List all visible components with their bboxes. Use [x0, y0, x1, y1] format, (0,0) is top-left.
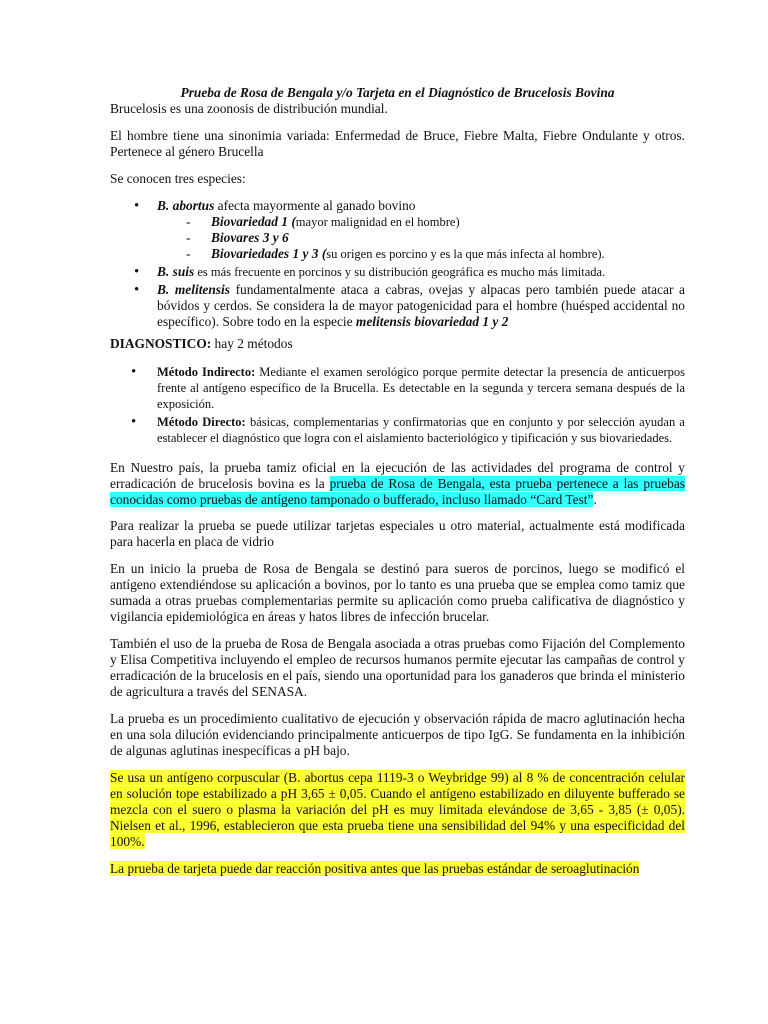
antigeno-paragraph — [110, 770, 685, 850]
tarjeta-paragraph — [110, 861, 685, 877]
biovar-item: - Biovariedades 1 y 3 (su origen es porcino y es la que más infecta al hombre). — [186, 246, 685, 262]
biovar-item: - Biovariedad 1 (mayor malignidad en el hombre) — [186, 214, 685, 230]
highlight-cyan: prueba de Rosa de Bengala, esta prueba pertenece a las pruebas conocidas como pruebas de antígeno tamponado o bufferado, incluso llamado “Card Test” — [110, 476, 686, 507]
species-melitensis: • B. melitensis fundamentalmente ataca a cabras, ovejas y alpacas pero también puede atacar a bóvidos y cerdos. Se considera la de mayor patogenicidad para el hombre (huésped accidental no específico). Sobre todo en la especie melitensis biovariedad 1 y 2 — [110, 282, 685, 330]
species-list — [110, 198, 685, 330]
diagnostico-heading: DIAGNOSTICO: hay 2 métodos — [110, 336, 293, 351]
metodos-list — [110, 364, 685, 446]
realizar-paragraph: Para realizar la prueba se puede utilizar tarjetas especiales u otro material, actualmente está modificada para hacerla en placa de vidrio — [110, 518, 685, 549]
species-text: afecta mayormente al ganado bovino — [214, 198, 416, 213]
sinonimia-paragraph: El hombre tiene una sinonimia variada: Enfermedad de Bruce, Fiebre Malta, Fiebre Ondulante y otros. Pertenece al género Brucella — [110, 128, 685, 159]
tambien-paragraph: También el uso de la prueba de Rosa de Bengala asociada a otras pruebas como Fijación del Complemento y Elisa Competitiva incluyendo el empleo de recursos humanos permite ejecutar las campañas de control y erradicación de la brucelosis en el país, siendo una oportunidad para los ganaderos que brinda el ministerio de agricultura a través del SENASA. — [110, 636, 685, 699]
species-abortus — [110, 198, 685, 262]
metodo-directo: • Método Directo: básicas, complementarias y confirmatorias que en conjunto y por selección ayudan a establecer el diagnóstico que logra con el aislamiento bacteriológico y tipificación y sus biovariedades. — [110, 414, 685, 446]
biovar-list — [157, 214, 685, 262]
document-title: Prueba de Rosa de Bengala y/o Tarjeta en el Diagnóstico de Brucelosis Bovina — [180, 85, 615, 100]
procedimiento-paragraph: La prueba es un procedimiento cualitativo de ejecución y observación rápida de macro aglutinación hecha en una sola dilución evidenciando principalmente anticuerpos de tipo IgG. Se fundamenta en la inhibición de algunas aglutinas inespecíficas a pH bajo. — [110, 711, 685, 758]
intro-paragraph: Brucelosis es una zoonosis de distribución mundial. — [110, 101, 388, 116]
especies-intro: Se conocen tres especies: — [110, 171, 246, 186]
species-suis: • B. suis es más frecuente en porcinos y su distribución geográfica es mucho más limitada. — [110, 264, 685, 280]
inicio-paragraph: En un inicio la prueba de Rosa de Bengala se destinó para sueros de porcinos, luego se modificó el antígeno extendiéndose su aplicación a bovinos, por lo tanto es una prueba que se emplea como tamiz que sumada a otras pruebas complementarias permite su aplicación como prueba calificativa de diagnóstico y vigilancia epidemiológica en áreas y hatos libres de infección brucelar. — [110, 561, 685, 624]
biovar-item: - Biovares 3 y 6 — [186, 230, 685, 246]
species-name: B. abortus — [157, 198, 215, 213]
highlight-yellow: Se usa un antígeno corpuscular (B. abortus cepa 1119-3 o Weybridge 99) al 8 % de concentración celular en solución tope estabilizado a pH 3,65 ± 0,05. Cuando el antígeno estabilizado en diluyente bufferado se mezcla con el suero o plasma la variación del pH es muy limitada elevándose de 3,65 - 3,85 (± 0,05). Nielsen et al., 1996, establecieron que esta prueba tiene una sensibilidad del 94% y una especificidad del 100%. — [110, 770, 685, 849]
highlight-yellow: La prueba de tarjeta puede dar reacción positiva antes que las pruebas estándar de seroaglutinación — [110, 861, 640, 876]
pais-paragraph: En Nuestro país, la prueba tamiz oficial en la ejecución de las actividades del programa de control y erradicación de brucelosis bovina es la prueba de Rosa de Bengala, esta prueba pertenece a las pruebas conocidas como pruebas de antígeno tamponado o bufferado, incluso llamado “Card Test”. — [110, 460, 686, 507]
metodo-indirecto: • Método Indirecto: Mediante el examen serológico porque permite detectar la presencia de anticuerpos frente al antígeno específico de la Brucella. Es detectable en la segunda y tercera semana después de la exposición. — [110, 364, 685, 412]
